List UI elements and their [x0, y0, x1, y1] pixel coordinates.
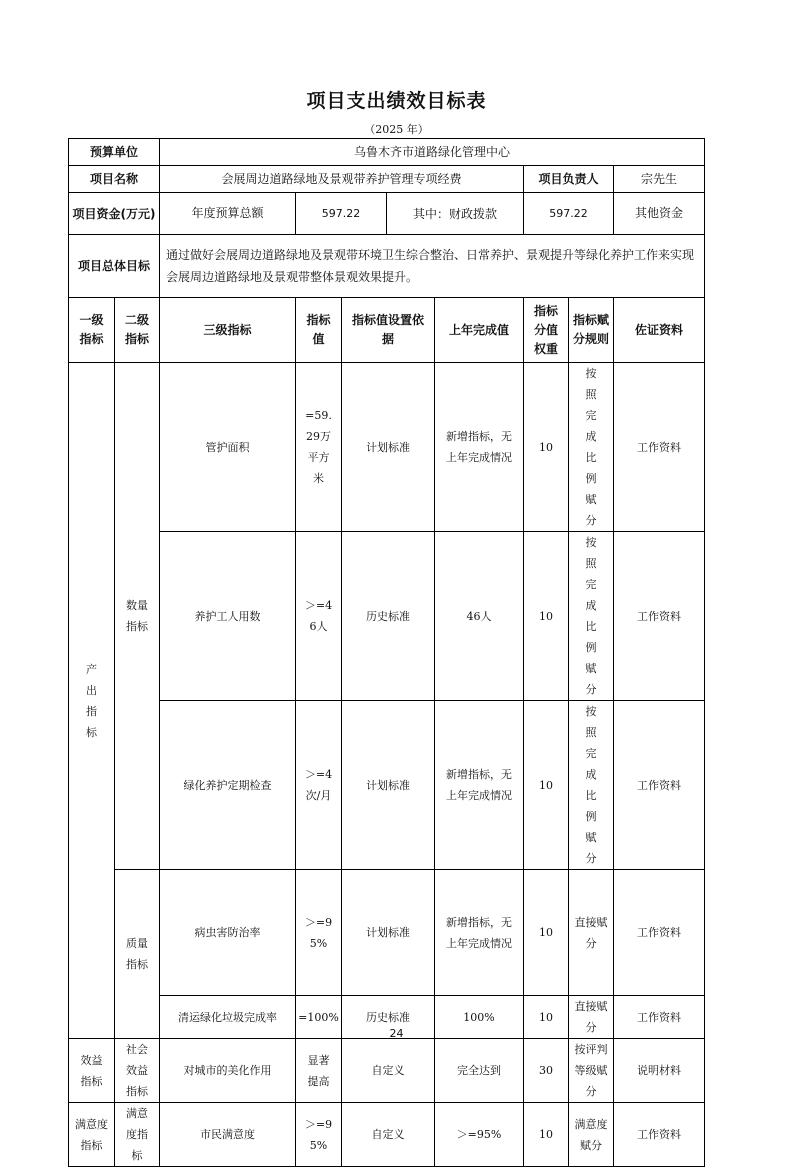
header-level1: 一级指标 [69, 298, 115, 363]
other-funds-label: 其他资金 [614, 193, 705, 235]
indicator-rule: 按评判等级赋分 [569, 1039, 614, 1103]
indicator-evidence: 工作资料 [614, 532, 705, 701]
group-quality: 质量指标 [115, 870, 160, 1039]
funds-label: 项目资金(万元) [69, 193, 160, 235]
indicator-evidence: 说明材料 [614, 1039, 705, 1103]
indicator-rule: 直接赋分 [569, 996, 614, 1039]
table-row [69, 701, 705, 870]
indicator-value: ＞=46人 [296, 532, 342, 701]
indicator-value: ＞=95% [296, 1103, 342, 1167]
indicator-basis: 历史标准 [342, 532, 435, 701]
group-quantity: 数量指标 [115, 363, 160, 870]
indicator-name: 养护工人用数 [160, 532, 296, 701]
fiscal-label: 其中：财政拨款 [387, 193, 524, 235]
indicator-rule: 按照完成比例赋分 [569, 363, 614, 532]
fiscal-value: 597.22 [524, 193, 614, 235]
budget-unit-value: 乌鲁木齐市道路绿化管理中心 [160, 139, 705, 166]
leader-label: 项目负责人 [524, 166, 614, 193]
indicator-weight: 10 [524, 363, 569, 532]
group-satisfaction: 满意度指标 [69, 1103, 115, 1167]
header-evidence: 佐证资料 [614, 298, 705, 363]
year-label: （2025 年） [364, 123, 429, 136]
indicator-basis: 自定义 [342, 1103, 435, 1167]
indicator-last-year: 新增指标，无上年完成情况 [435, 870, 524, 996]
indicator-basis: 历史标准 [342, 996, 435, 1039]
table-row [69, 363, 705, 532]
indicator-last-year: ＞=95% [435, 1103, 524, 1167]
indicator-rule: 按照完成比例赋分 [569, 701, 614, 870]
indicator-evidence: 工作资料 [614, 1103, 705, 1167]
indicator-weight: 10 [524, 996, 569, 1039]
table-row [69, 1039, 705, 1103]
funds-row [69, 193, 705, 235]
table-row [69, 532, 705, 701]
header-last-year: 上年完成值 [435, 298, 524, 363]
budget-unit-label: 预算单位 [69, 139, 160, 166]
goal-row [69, 235, 705, 298]
indicator-last-year: 46人 [435, 532, 524, 701]
indicator-last-year: 100% [435, 996, 524, 1039]
group-output: 产出指标 [69, 363, 115, 1039]
annual-budget-value: 597.22 [296, 193, 387, 235]
header-level2: 二级指标 [115, 298, 160, 363]
indicator-last-year: 新增指标，无上年完成情况 [435, 363, 524, 532]
annual-budget-label: 年度预算总额 [160, 193, 296, 235]
indicator-value: 显著提高 [296, 1039, 342, 1103]
indicator-rule: 满意度赋分 [569, 1103, 614, 1167]
project-name-row [69, 166, 705, 193]
header-basis: 指标值设置依据 [342, 298, 435, 363]
header-value: 指标值 [296, 298, 342, 363]
indicator-evidence: 工作资料 [614, 363, 705, 532]
indicator-basis: 计划标准 [342, 701, 435, 870]
indicator-value: ＞=4次/月 [296, 701, 342, 870]
indicator-value: ＞=95% [296, 870, 342, 996]
project-name-label: 项目名称 [69, 166, 160, 193]
indicator-basis: 计划标准 [342, 363, 435, 532]
page-number: 24 [389, 1027, 404, 1040]
group-social: 社会效益指标 [115, 1039, 160, 1103]
indicator-last-year: 完全达到 [435, 1039, 524, 1103]
project-name-value: 会展周边道路绿地及景观带养护管理专项经费 [160, 166, 524, 193]
indicator-name: 绿化养护定期检查 [160, 701, 296, 870]
goal-text: 通过做好会展周边道路绿地及景观带环境卫生综合整治、日常养护、景观提升等绿化养护工作来实现会展周边道路绿地及景观带整体景观效果提升。 [160, 235, 705, 298]
indicator-name: 市民满意度 [160, 1103, 296, 1167]
indicator-weight: 10 [524, 701, 569, 870]
header-rule: 指标赋分规则 [569, 298, 614, 363]
indicator-value: =59.29万平方米 [296, 363, 342, 532]
leader-value: 宗先生 [614, 166, 705, 193]
table-row [69, 1103, 705, 1167]
indicator-rule: 直接赋分 [569, 870, 614, 996]
header-weight: 指标分值权重 [524, 298, 569, 363]
indicator-name: 管护面积 [160, 363, 296, 532]
indicator-evidence: 工作资料 [614, 996, 705, 1039]
indicator-rule: 按照完成比例赋分 [569, 532, 614, 701]
indicator-evidence: 工作资料 [614, 701, 705, 870]
budget-unit-row [69, 139, 705, 166]
header-level3: 三级指标 [160, 298, 296, 363]
table-row [69, 870, 705, 996]
indicator-weight: 10 [524, 532, 569, 701]
indicator-header-row [69, 298, 705, 363]
group-satisfaction-sub: 满意度指标 [115, 1103, 160, 1167]
group-benefit: 效益指标 [69, 1039, 115, 1103]
indicator-weight: 10 [524, 1103, 569, 1167]
indicator-evidence: 工作资料 [614, 870, 705, 996]
indicator-name: 对城市的美化作用 [160, 1039, 296, 1103]
indicator-last-year: 新增指标，无上年完成情况 [435, 701, 524, 870]
indicator-value: =100% [296, 996, 342, 1039]
page-title: 项目支出绩效目标表 [306, 90, 487, 112]
indicator-basis: 自定义 [342, 1039, 435, 1103]
performance-table [68, 138, 705, 1167]
indicator-weight: 10 [524, 870, 569, 996]
indicator-name: 清运绿化垃圾完成率 [160, 996, 296, 1039]
indicator-basis: 计划标准 [342, 870, 435, 996]
indicator-weight: 30 [524, 1039, 569, 1103]
goal-label: 项目总体目标 [69, 235, 160, 298]
indicator-name: 病虫害防治率 [160, 870, 296, 996]
